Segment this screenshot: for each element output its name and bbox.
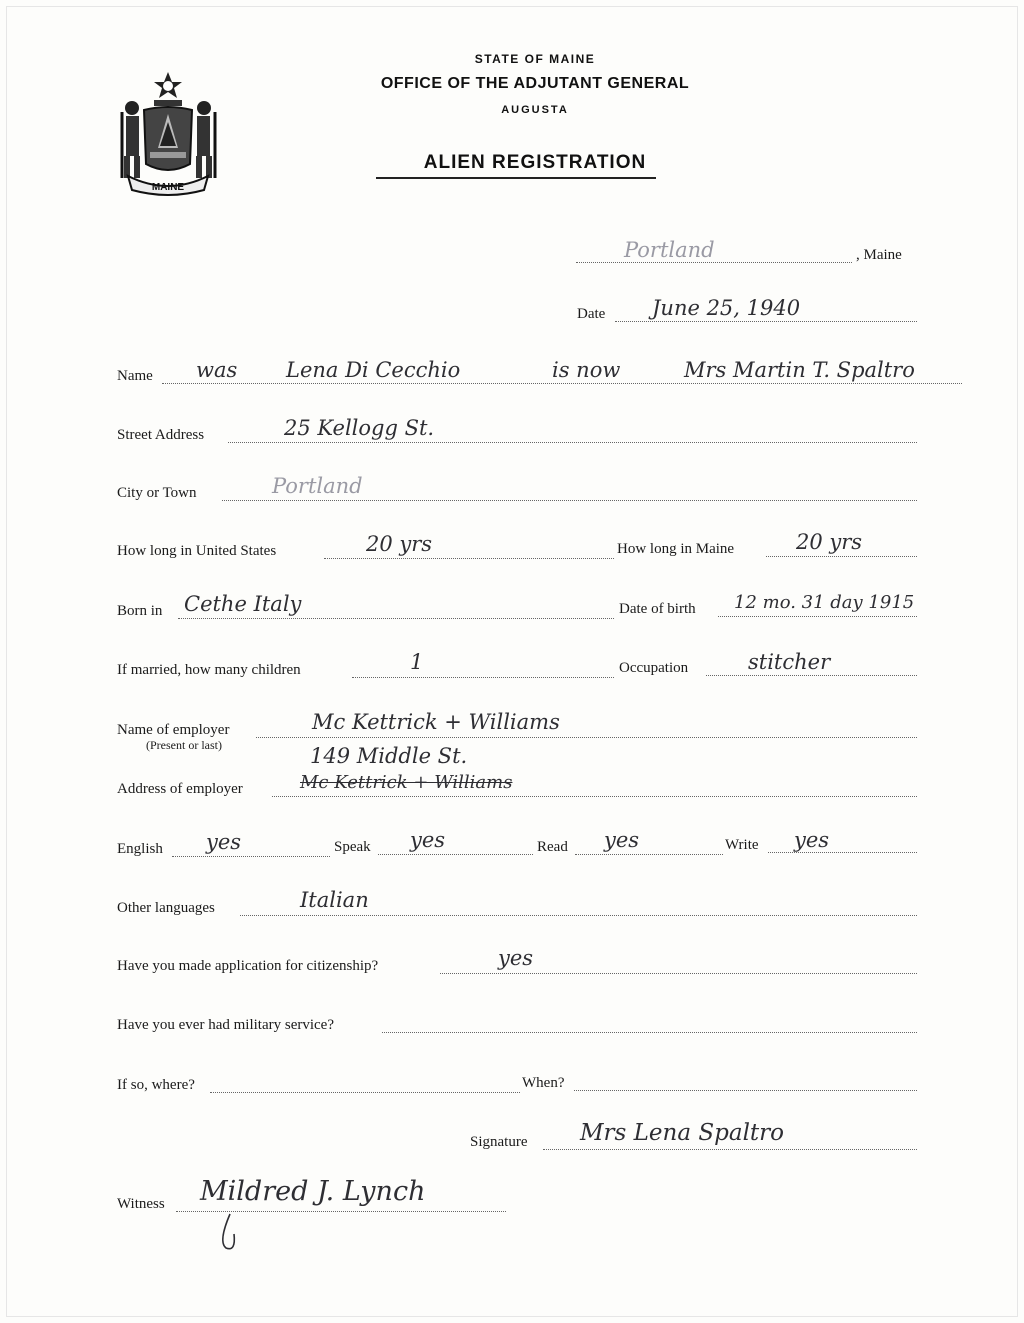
other-languages-label: Other languages: [117, 900, 215, 916]
citizenship-label: Have you made application for citizenship?: [117, 958, 379, 974]
children-value: 1: [410, 650, 424, 674]
speak-line: [378, 854, 533, 855]
name-was-value: Lena Di Cecchio: [286, 358, 461, 382]
employer-label: Name of employer: [117, 722, 230, 738]
employer-address-line-rule: [272, 796, 917, 797]
street-value: 25 Kellogg St.: [284, 416, 435, 440]
born-in-line: [178, 618, 614, 619]
when-line: [574, 1090, 917, 1091]
children-label: If married, how many children: [117, 662, 301, 678]
occupation-label: Occupation: [619, 660, 689, 676]
speak-label: Speak: [334, 839, 371, 855]
name-label: Name: [117, 368, 153, 384]
occupation-value: stitcher: [748, 650, 831, 674]
read-value: yes: [604, 828, 640, 852]
state-of-maine-seal: [114, 68, 222, 196]
how-long-maine-line: [766, 556, 917, 557]
title-underline: [376, 177, 656, 179]
city-town-value: Portland: [272, 474, 363, 498]
citizenship-line: [440, 973, 917, 974]
how-long-maine-value: 20 yrs: [796, 530, 863, 554]
read-label: Read: [537, 839, 568, 855]
other-languages-line: [240, 915, 917, 916]
place-line: [576, 262, 852, 263]
name-current-value: Mrs Martin T. Spaltro: [684, 358, 915, 382]
citizenship-value: yes: [498, 946, 534, 970]
where-label: If so, where?: [117, 1077, 195, 1093]
date-line: [615, 321, 917, 322]
born-in-value: Cethe Italy: [184, 592, 302, 616]
svg-text:MAINE: MAINE: [151, 182, 185, 193]
employer-line: [256, 737, 917, 738]
name-prefix: was: [196, 358, 238, 382]
witness-signature-flourish: [200, 1212, 260, 1252]
write-value: yes: [794, 828, 830, 852]
employer-value: Mc Kettrick + Williams: [312, 710, 560, 734]
date-of-birth-label: Date of birth: [619, 601, 696, 617]
maine-label: , Maine: [856, 247, 902, 263]
born-in-label: Born in: [117, 603, 163, 619]
how-long-maine-label: How long in Maine: [617, 541, 735, 557]
military-label: Have you ever had military service?: [117, 1017, 334, 1033]
street-line: [228, 442, 917, 443]
children-line: [352, 677, 614, 678]
employer-sublabel: (Present or last): [146, 738, 222, 752]
read-line: [575, 854, 723, 855]
header-city: AUGUSTA: [501, 104, 569, 116]
witness-signature: Mildred J. Lynch: [200, 1176, 426, 1207]
when-label: When?: [522, 1075, 565, 1091]
signature-line: [543, 1149, 917, 1150]
date-label: Date: [577, 306, 606, 322]
employer-address-struck: Mc Kettrick + Williams: [300, 772, 513, 793]
employer-address-line: 149 Middle St.: [310, 744, 468, 768]
speak-value: yes: [410, 828, 446, 852]
where-line: [210, 1092, 520, 1093]
name-is-now: is now: [552, 358, 621, 382]
signature-label: Signature: [470, 1134, 528, 1150]
form-title: ALIEN REGISTRATION: [423, 152, 647, 173]
witness-label: Witness: [117, 1196, 165, 1212]
english-value: yes: [206, 830, 242, 854]
signature-value: Mrs Lena Spaltro: [580, 1120, 785, 1146]
how-long-us-label: How long in United States: [117, 543, 277, 559]
city-town-label: City or Town: [117, 485, 197, 501]
how-long-us-value: 20 yrs: [366, 532, 433, 556]
english-label: English: [117, 841, 163, 857]
city-town-line: [222, 500, 917, 501]
how-long-us-line: [324, 558, 614, 559]
write-label: Write: [725, 837, 759, 853]
date-of-birth-value: 12 mo. 31 day 1915: [734, 592, 915, 613]
street-label: Street Address: [117, 427, 205, 443]
employer-address-label: Address of employer: [117, 781, 243, 797]
english-line: [172, 856, 330, 857]
write-line: [768, 852, 917, 853]
header-office: OFFICE OF THE ADJUTANT GENERAL: [380, 75, 690, 92]
name-line: [162, 383, 962, 384]
occupation-line: [706, 675, 917, 676]
date-of-birth-line: [718, 616, 917, 617]
other-languages-value: Italian: [300, 888, 369, 912]
military-line: [382, 1032, 917, 1033]
header-state: STATE OF MAINE: [474, 52, 596, 66]
date-value: June 25, 1940: [652, 296, 801, 320]
place-value: Portland: [624, 238, 715, 262]
